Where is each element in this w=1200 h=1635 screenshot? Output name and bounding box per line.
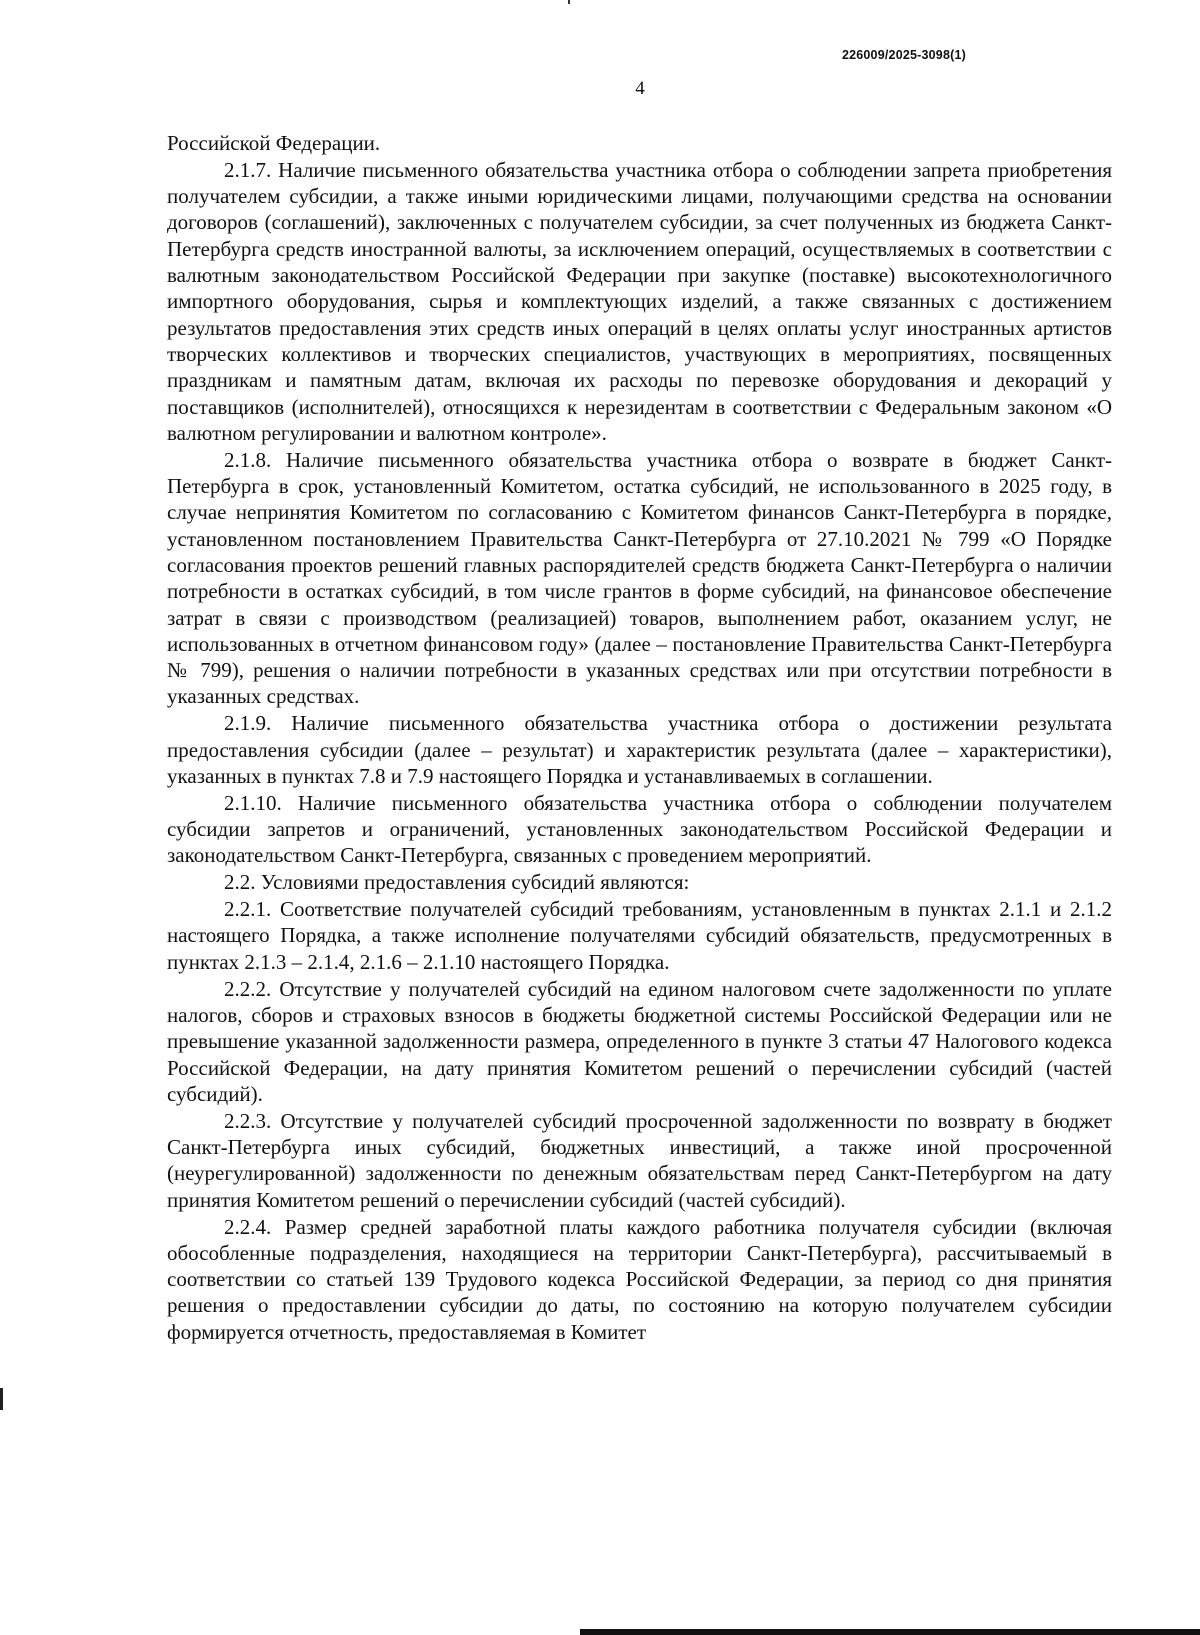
scan-artifact-top bbox=[568, 0, 570, 4]
paragraph-2-1-9: 2.1.9. Наличие письменного обязательства участника отбора о достижении результата предоставления субсидии (далее – результат) и характеристик результата (далее – характеристики), указанных в пунктах 7.8 и 7.9 настоящего Порядка и устанавливаемых в соглашении. bbox=[167, 711, 1112, 788]
paragraph-2-2-1: 2.2.1. Соответствие получателей субсидий требованиям, установленным в пунктах 2.1.1 и 2.1.2 настоящего Порядка, а также исполнение получателями субсидий обязательств, предусмотренных в пунктах 2.1.3 – 2.1.4, 2.1.6 – 2.1.10 настоящего Порядка. bbox=[167, 897, 1112, 974]
scan-artifact-bottom bbox=[580, 1629, 1200, 1635]
paragraph-2-2-2: 2.2.2. Отсутствие у получателей субсидий на едином налоговом счете задолженности по уплате налогов, сборов и страховых взносов в бюджеты бюджетной системы Российской Федерации или не превышение указанной задолженности размера, определенного в пункте 3 статьи 47 Налогового кодекса Российской Федерации, на дату принятия Комитетом решений о перечислении субсидий (частей субсидий). bbox=[167, 976, 1112, 1106]
page-number: 4 bbox=[635, 78, 645, 99]
paragraph-2-2-3: 2.2.3. Отсутствие у получателей субсидий просроченной задолженности по возврату в бюджет Санкт-Петербурга иных субсидий, бюджетных инвестиций, а также иной просроченной (неурегулированной) задолженности по денежным обязательствам перед Санкт-Петербургом на дату принятия Комитетом решений о перечислении субсидий (частей субсидий). bbox=[167, 1108, 1112, 1212]
scan-artifact-left bbox=[0, 1388, 3, 1410]
document-body bbox=[167, 130, 1112, 1345]
paragraph-2-1-8: 2.1.8. Наличие письменного обязательства участника отбора о возврате в бюджет Санкт-Петербурга в срок, установленный Комитетом, остатка субсидий, не использованного в 2025 году, в случае непринятия Комитетом по согласованию с Комитетом финансов Санкт-Петербурга в порядке, установленном постановлением Правительства Санкт-Петербурга от 27.10.2021 № 799 «О Порядке согласования проектов решений главных распорядителей средств бюджета Санкт-Петербурга о наличии потребности в остатках субсидий, в том числе грантов в форме субсидий, на финансовое обеспечение затрат в связи с производством (реализацией) товаров, выполнением работ, оказанием услуг, не использованных в отчетном финансовом году» (далее – постановление Правительства Санкт-Петербурга № 799), решения о наличии потребности в указанных средствах или при отсутствии потребности в указанных средствах. bbox=[167, 447, 1112, 709]
paragraph-2-1-10: 2.1.10. Наличие письменного обязательства участника отбора о соблюдении получателем субсидии запретов и ограничений, установленных законодательством Российской Федерации и законодательством Санкт-Петербурга, связанных с проведением мероприятий. bbox=[167, 790, 1112, 868]
document-registration-code: 226009/2025-3098(1) bbox=[841, 48, 966, 62]
paragraph-2-1-7: 2.1.7. Наличие письменного обязательства участника отбора о соблюдении запрета приобретения получателем субсидии, а также иными юридическими лицами, получающими средства на основании договоров (соглашений), заключенных с получателем субсидии, за счет полученных из бюджета Санкт-Петербурга средств иностранной валюты, за исключением операций, осуществляемых в соответствии с валютным законодательством Российской Федерации при закупке (поставке) высокотехнологичного импортного оборудования, сырья и комплектующих изделий, а также связанных с достижением результатов предоставления этих средств иных операций в целях оплаты услуг иностранных артистов творческих коллективов и творческих специалистов, участвующих в мероприятиях, посвященных праздникам и памятным датам, включая их расходы по перевозке оборудования и декораций у поставщиков (исполнителей), относящихся к нерезидентам в соответствии с Федеральным законом «О валютном регулировании и валютном контроле». bbox=[167, 157, 1112, 445]
paragraph-continuation: Российской Федерации. bbox=[167, 131, 381, 155]
paragraph-2-2: 2.2. Условиями предоставления субсидий являются: bbox=[224, 870, 690, 895]
paragraph-2-2-4: 2.2.4. Размер средней заработной платы каждого работника получателя субсидии (включая обособленные подразделения, находящиеся на территории Санкт-Петербурга), рассчитываемый в соответствии со статьей 139 Трудового кодекса Российской Федерации, за период со дня принятия решения о предоставлении субсидии до даты, по состоянию на которую получателем субсидии формируется отчетность, предоставляемая в Комитет bbox=[167, 1214, 1112, 1344]
